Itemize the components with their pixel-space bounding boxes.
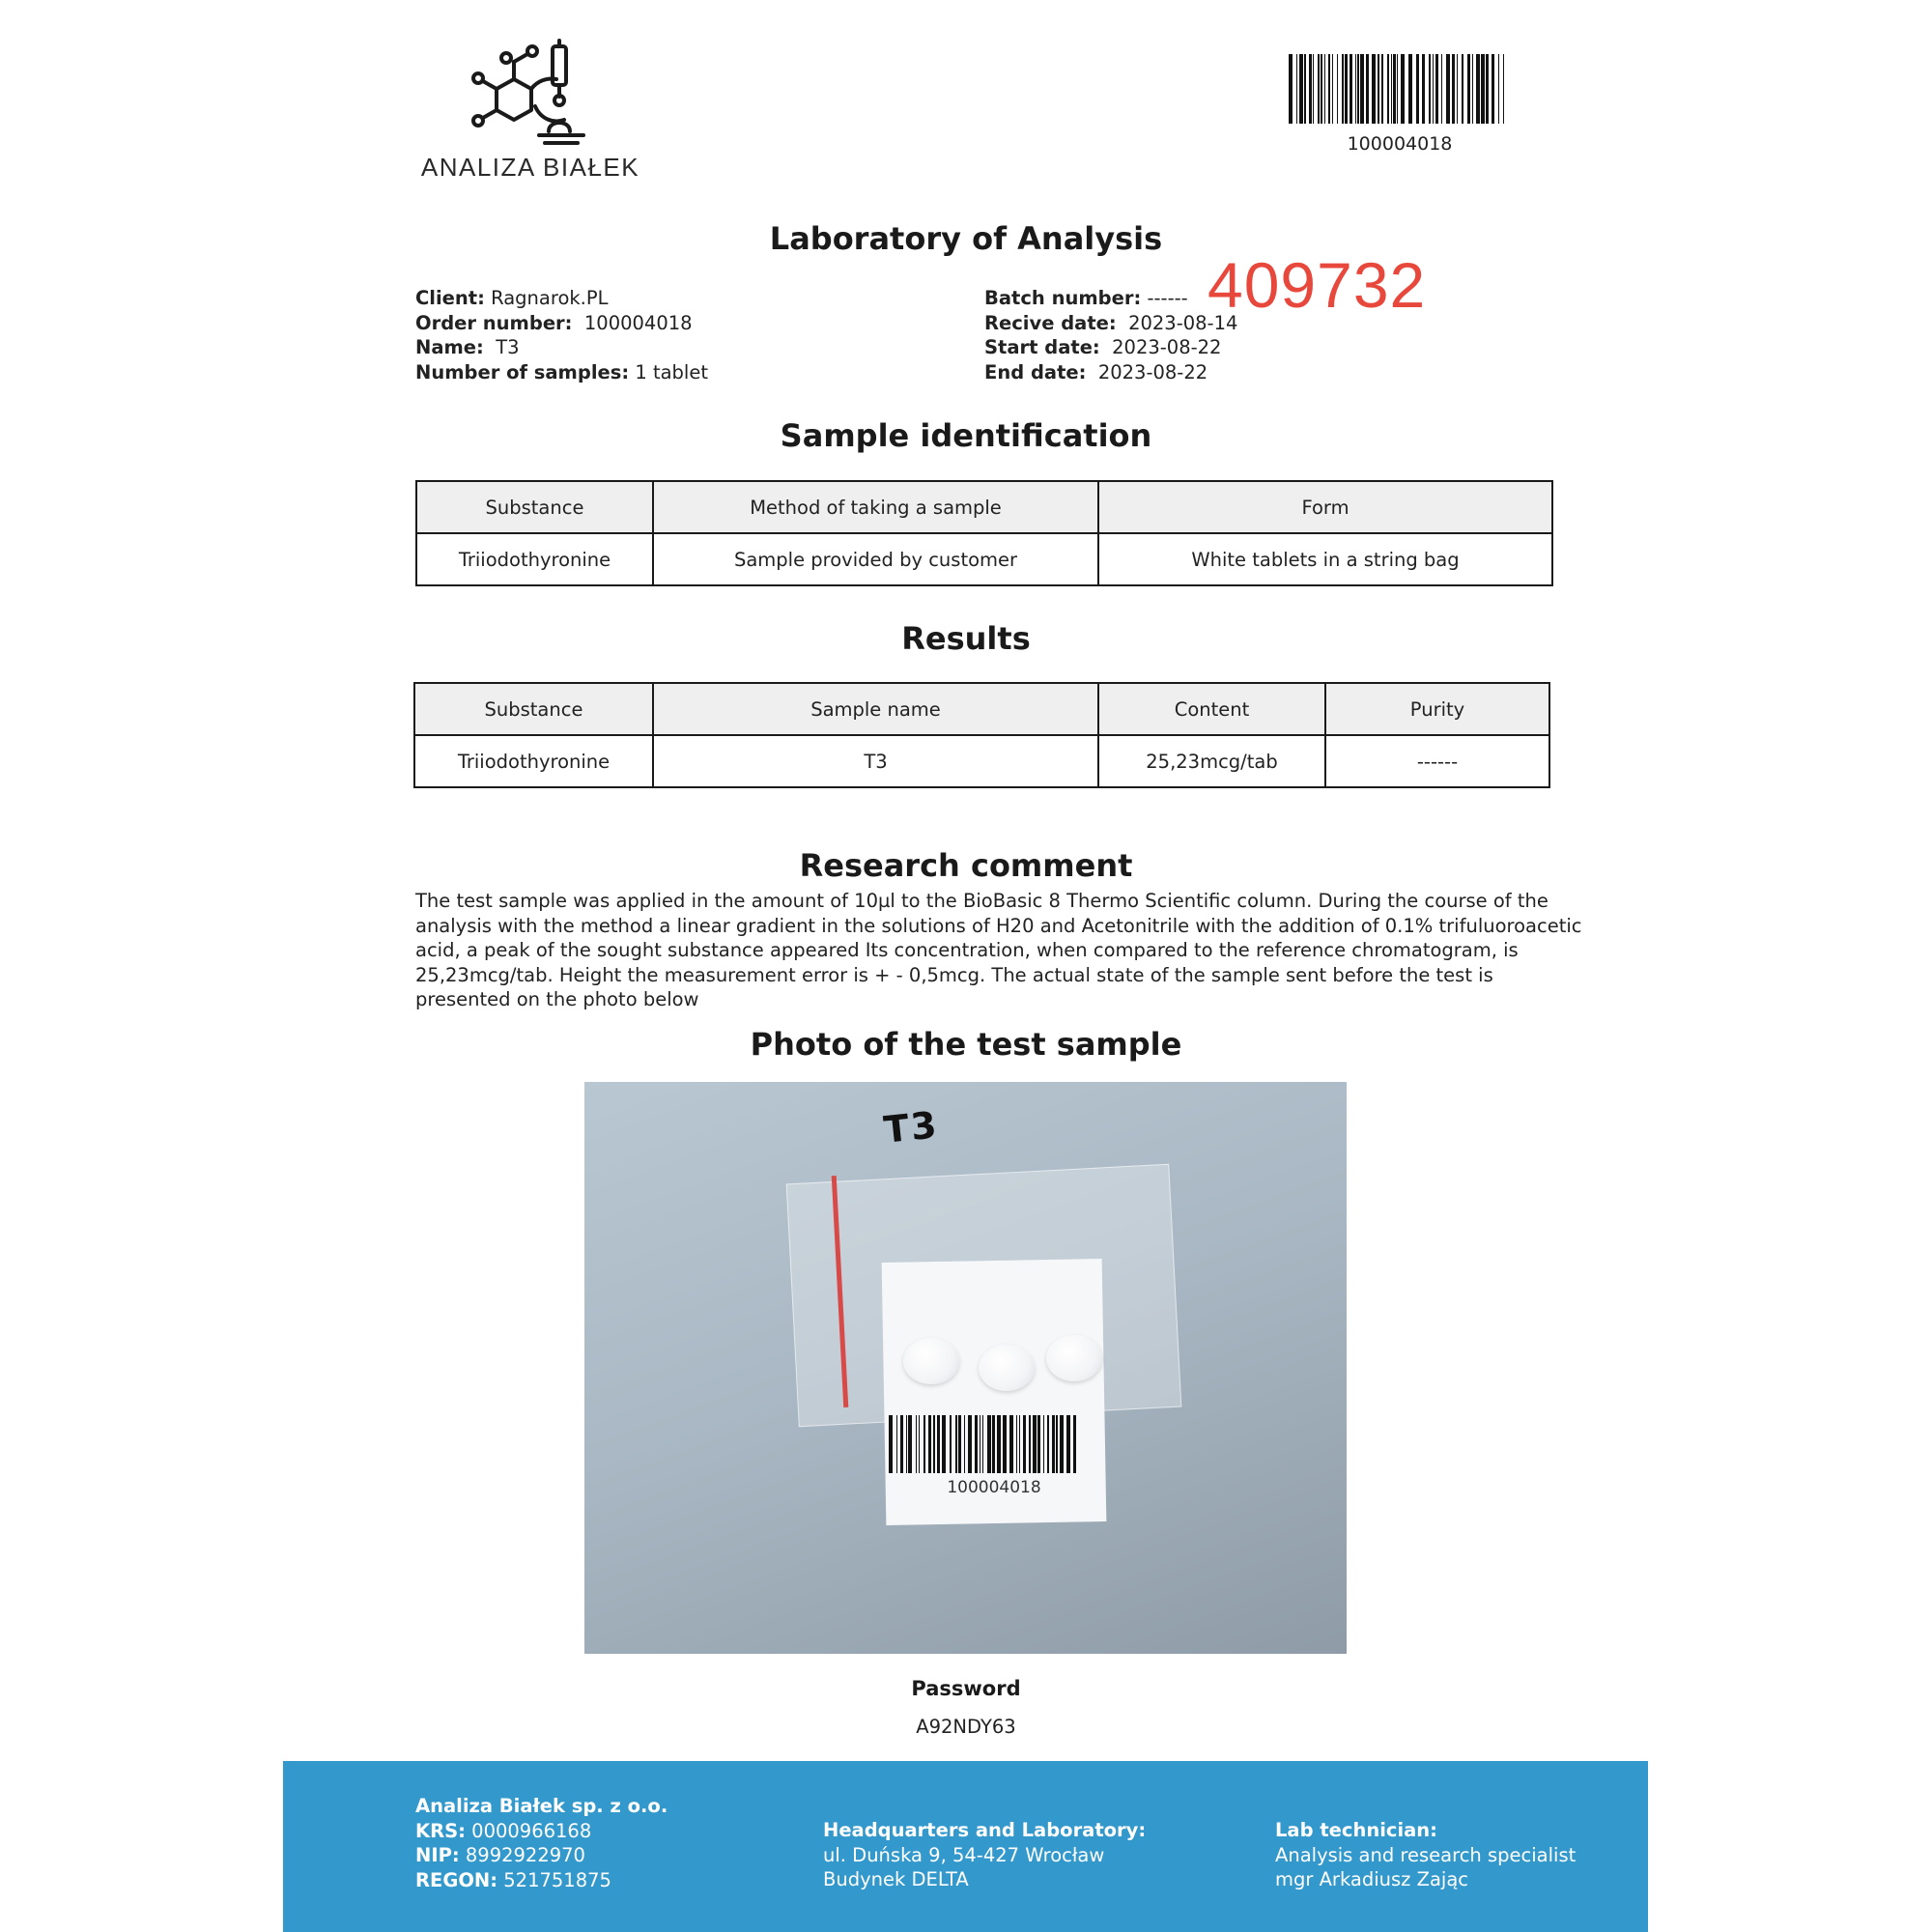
sample-identification-table xyxy=(415,480,1553,586)
barcode xyxy=(1289,54,1511,160)
table-header-cell: Substance xyxy=(416,481,653,533)
client-label: Client: xyxy=(415,287,485,309)
table-cell: White tablets in a string bag xyxy=(1098,533,1552,585)
krs-value: 0000966168 xyxy=(471,1819,592,1842)
address-line-2: Budynek DELTA xyxy=(823,1868,969,1890)
hq-label: Headquarters and Laboratory: xyxy=(823,1819,1147,1841)
table-header-row xyxy=(416,481,1552,533)
end-row xyxy=(984,360,1237,385)
receive-row xyxy=(984,311,1237,336)
technician-name: mgr Arkadiusz Zając xyxy=(1275,1868,1468,1890)
tablet xyxy=(1046,1335,1102,1381)
sample-identification-title: Sample identification xyxy=(780,417,1152,454)
address-line-1: ul. Duńska 9, 54-427 Wrocław xyxy=(823,1843,1105,1866)
table-cell: Sample provided by customer xyxy=(653,533,1098,585)
name-row xyxy=(415,335,708,360)
samples-label: Number of samples: xyxy=(415,360,630,384)
table-header-cell: Content xyxy=(1098,683,1325,735)
barcode-icon xyxy=(889,1415,1082,1473)
krs-label: KRS: xyxy=(415,1819,466,1842)
footer-company-column xyxy=(415,1794,668,1892)
table-header-cell: Sample name xyxy=(653,683,1098,735)
nip-value: 8992922970 xyxy=(465,1844,585,1866)
order-value: 100004018 xyxy=(583,311,693,334)
table-cell: ------ xyxy=(1325,735,1549,787)
order-label: Order number: xyxy=(415,311,573,334)
batch-stamp-number: 409732 xyxy=(1208,249,1427,321)
receive-label: Recive date: xyxy=(984,311,1117,334)
table-header-cell: Form xyxy=(1098,481,1552,533)
start-value: 2023-08-22 xyxy=(1112,336,1222,358)
regon-value: 521751875 xyxy=(503,1868,611,1891)
company-logo xyxy=(419,39,641,193)
research-comment-text: The test sample was applied in the amount of 10µl to the BioBasic 8 Thermo Scientific column. During the course of the analysis with the method a linear gradient in the solutions of H20 and Acetonitrile with the addition of 0.1% trifuluoroacetic acid, a peak of the sought substance appeared Its concentration, when compared to the reference chromatogram, is 25,23mcg/tab. Height the measurement error is + - 0,5mcg. The actual state of the sample sent before the test is presented on the photo below xyxy=(415,890,1582,1010)
tablet xyxy=(979,1345,1035,1391)
research-comment-title: Research comment xyxy=(799,847,1133,884)
photo-title: Photo of the test sample xyxy=(750,1026,1182,1063)
password-value: A92NDY63 xyxy=(916,1716,1016,1738)
start-label: Start date: xyxy=(984,336,1100,358)
table-header-cell: Substance xyxy=(414,683,653,735)
name-label: Name: xyxy=(415,336,484,358)
page-title: Laboratory of Analysis xyxy=(769,220,1163,257)
barcode-icon xyxy=(1289,54,1511,124)
samples-value: 1 tablet xyxy=(635,360,708,384)
table-row xyxy=(416,533,1552,585)
barcode-number: 100004018 xyxy=(1347,133,1453,155)
batch-row xyxy=(984,286,1237,311)
end-label: End date: xyxy=(984,360,1087,384)
bag-handwritten-label: T3 xyxy=(881,1103,941,1151)
client-row xyxy=(415,286,708,311)
test-sample-photo xyxy=(584,1082,1347,1654)
info-right xyxy=(984,286,1237,384)
tablet xyxy=(903,1338,959,1384)
technician-role: Analysis and research specialist xyxy=(1275,1843,1577,1866)
name-value: T3 xyxy=(496,336,520,358)
molecule-microscope-icon xyxy=(468,39,593,150)
table-header-cell: Purity xyxy=(1325,683,1549,735)
table-header-row xyxy=(414,683,1549,735)
nip-label: NIP: xyxy=(415,1844,460,1866)
label-barcode-number: 100004018 xyxy=(947,1478,1041,1497)
results-title: Results xyxy=(901,620,1031,657)
results-table xyxy=(413,682,1550,788)
table-cell: T3 xyxy=(653,735,1098,787)
batch-value: ------ xyxy=(1147,287,1188,309)
table-header-cell: Method of taking a sample xyxy=(653,481,1098,533)
table-cell: 25,23mcg/tab xyxy=(1098,735,1325,787)
order-row xyxy=(415,311,708,336)
regon-label: REGON: xyxy=(415,1868,498,1891)
footer-address-column xyxy=(823,1818,1146,1892)
table-cell: Triiodothyronine xyxy=(414,735,653,787)
info-left xyxy=(415,286,708,384)
password-label: Password xyxy=(911,1677,1021,1700)
footer-technician-column xyxy=(1275,1818,1576,1892)
receive-value: 2023-08-14 xyxy=(1128,311,1238,334)
client-value: Ragnarok.PL xyxy=(491,287,609,309)
batch-label: Batch number: xyxy=(984,287,1142,309)
table-row xyxy=(414,735,1549,787)
footer xyxy=(283,1761,1648,1932)
table-cell: Triiodothyronine xyxy=(416,533,653,585)
technician-label: Lab technician: xyxy=(1275,1819,1437,1841)
logo-text: ANALIZA BIAŁEK xyxy=(420,153,640,182)
end-value: 2023-08-22 xyxy=(1097,360,1208,384)
start-row xyxy=(984,335,1237,360)
company-name: Analiza Białek sp. z o.o. xyxy=(415,1795,668,1817)
samples-row xyxy=(415,360,708,385)
